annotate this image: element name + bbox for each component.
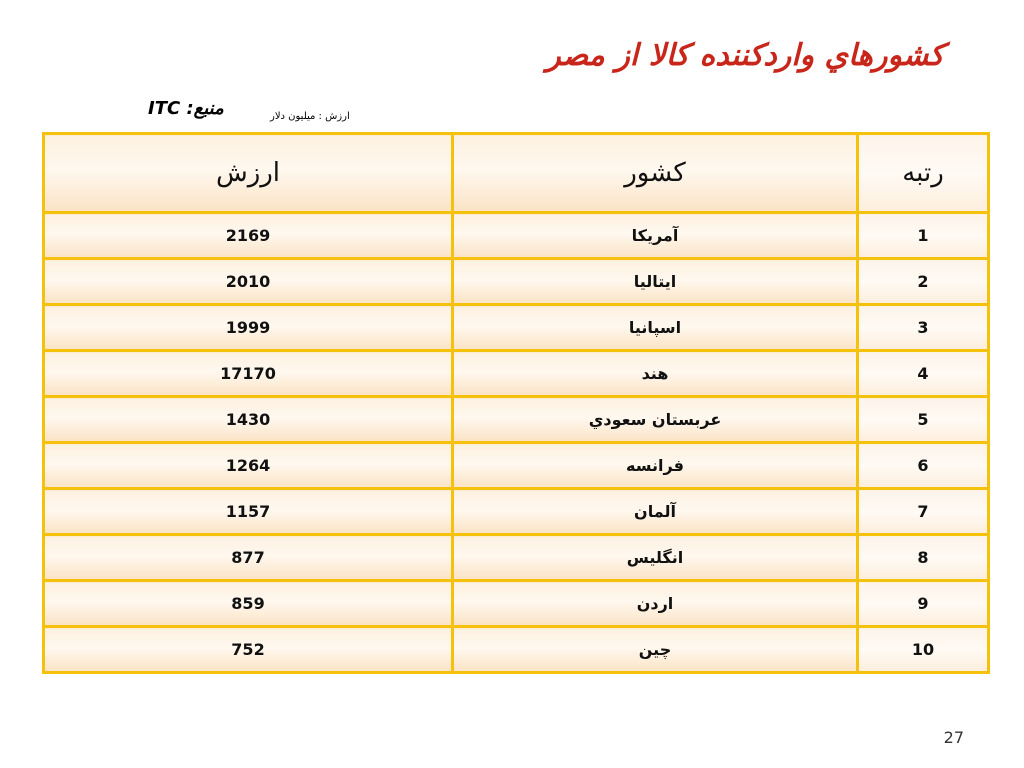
country-cell: ایتالیا	[453, 259, 858, 305]
table-row	[44, 213, 989, 259]
value-cell: 877	[44, 535, 453, 581]
country-cell: آمریکا	[453, 213, 858, 259]
rank-cell: 7	[858, 489, 989, 535]
table-row	[44, 535, 989, 581]
value-cell: 1430	[44, 397, 453, 443]
rank-cell: 3	[858, 305, 989, 351]
value-cell: 1157	[44, 489, 453, 535]
table-row	[44, 581, 989, 627]
value-cell: 2010	[44, 259, 453, 305]
importers-table	[42, 132, 990, 674]
country-cell: هند	[453, 351, 858, 397]
rank-cell: 5	[858, 397, 989, 443]
importers-table-container	[42, 132, 990, 674]
page-number: 27	[943, 728, 964, 747]
rank-cell: 6	[858, 443, 989, 489]
table-row	[44, 627, 989, 673]
table-row	[44, 259, 989, 305]
rank-cell: 8	[858, 535, 989, 581]
value-cell: 1999	[44, 305, 453, 351]
table-row	[44, 305, 989, 351]
header-value: ارزش	[44, 134, 453, 213]
value-cell: 752	[44, 627, 453, 673]
source-label: منبع: ITC	[148, 98, 224, 119]
country-cell: اردن	[453, 581, 858, 627]
rank-cell: 2	[858, 259, 989, 305]
rank-cell: 4	[858, 351, 989, 397]
header-country: کشور	[453, 134, 858, 213]
table-row	[44, 397, 989, 443]
table-row	[44, 443, 989, 489]
value-cell: 859	[44, 581, 453, 627]
slide-title: کشورهاي واردکننده کالا از مصر	[546, 38, 944, 73]
rank-cell: 9	[858, 581, 989, 627]
country-cell: فرانسه	[453, 443, 858, 489]
country-cell: انگلیس	[453, 535, 858, 581]
table-row	[44, 351, 989, 397]
unit-label: ارزش : ميليون دلار	[270, 111, 350, 122]
value-cell: 17170	[44, 351, 453, 397]
table-row	[44, 489, 989, 535]
rank-cell: 10	[858, 627, 989, 673]
country-cell: اسپانیا	[453, 305, 858, 351]
value-cell: 2169	[44, 213, 453, 259]
rank-cell: 1	[858, 213, 989, 259]
header-rank: رتبه	[858, 134, 989, 213]
country-cell: آلمان	[453, 489, 858, 535]
country-cell: چین	[453, 627, 858, 673]
country-cell: عربستان سعودي	[453, 397, 858, 443]
value-cell: 1264	[44, 443, 453, 489]
table-header-row	[44, 134, 989, 213]
